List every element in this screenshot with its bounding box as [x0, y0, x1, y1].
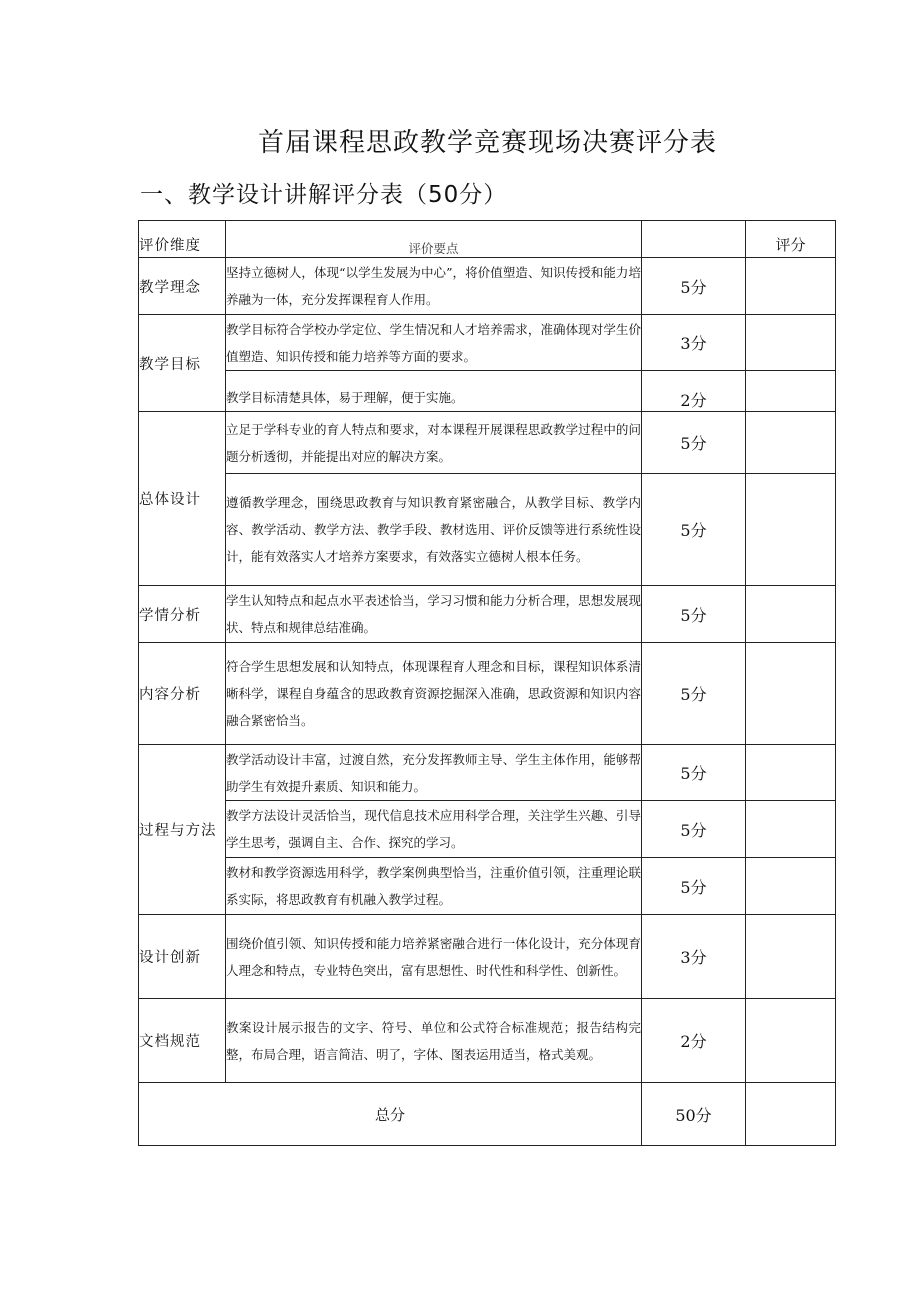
table-row	[139, 412, 836, 474]
scoring-table	[138, 220, 836, 1146]
point-cell: 坚持立德树人，体现“以学生发展为中心”，将价值塑造、知识传授和能力培养融为一体，充分发挥课程育人作用。	[226, 258, 642, 315]
score-input-cell[interactable]	[746, 586, 836, 643]
table-row	[139, 371, 836, 412]
score-input-cell[interactable]	[746, 315, 836, 371]
dimension-cell: 教学目标	[139, 315, 226, 412]
table-row	[139, 643, 836, 745]
point-cell: 教学目标清楚具体，易于理解，便于实施。	[226, 371, 642, 412]
point-cell: 遵循教学理念，围绕思政教育与知识教育紧密融合，从教学目标、教学内容、教学活动、教学方法、教学手段、教材选用、评价反馈等进行系统性设计，能有效落实人才培养方案要求，有效落实立德树人根本任务。	[226, 474, 642, 586]
table-row	[139, 915, 836, 999]
header-points: 评价要点	[226, 221, 642, 258]
dimension-cell: 内容分析	[139, 643, 226, 745]
score-input-cell[interactable]	[746, 412, 836, 474]
max-score-cell: 5分	[642, 258, 746, 315]
score-input-cell[interactable]	[746, 643, 836, 745]
header-dimension: 评价维度	[139, 221, 226, 258]
table-row	[139, 745, 836, 801]
score-input-cell[interactable]	[746, 474, 836, 586]
header-max	[642, 221, 746, 258]
dimension-cell: 设计创新	[139, 915, 226, 999]
max-score-cell: 2分	[642, 999, 746, 1083]
table-row	[139, 999, 836, 1083]
score-input-cell[interactable]	[746, 915, 836, 999]
table-row	[139, 586, 836, 643]
max-score-cell: 5分	[642, 586, 746, 643]
table-header-row	[139, 221, 836, 258]
table-row	[139, 315, 836, 371]
max-score-cell: 5分	[642, 474, 746, 586]
dimension-cell: 学情分析	[139, 586, 226, 643]
score-input-cell[interactable]	[746, 858, 836, 915]
score-input-cell[interactable]	[746, 999, 836, 1083]
point-cell: 围绕价值引领、知识传授和能力培养紧密融合进行一体化设计，充分体现育人理念和特点，专业特色突出，富有思想性、时代性和科学性、创新性。	[226, 915, 642, 999]
point-cell: 符合学生思想发展和认知特点，体现课程育人理念和目标，课程知识体系清晰科学，课程自身蕴含的思政教育资源挖掘深入准确，思政资源和知识内容融合紧密恰当。	[226, 643, 642, 745]
total-label: 总分	[139, 1083, 642, 1146]
point-cell: 教学目标符合学校办学定位、学生情况和人才培养需求，准确体现对学生价值塑造、知识传授和能力培养等方面的要求。	[226, 315, 642, 371]
max-score-cell: 3分	[642, 315, 746, 371]
max-score-cell: 5分	[642, 643, 746, 745]
point-cell: 教材和教学资源选用科学，教学案例典型恰当，注重价值引领，注重理论联系实际，将思政教育有机融入教学过程。	[226, 858, 642, 915]
document-title: 首届课程思政教学竞赛现场决赛评分表	[257, 128, 717, 158]
dimension-cell: 教学理念	[139, 258, 226, 315]
max-score-cell: 5分	[642, 801, 746, 858]
point-cell: 教案设计展示报告的文字、符号、单位和公式符合标准规范；报告结构完整，布局合理，语言简洁、明了，字体、图表运用适当，格式美观。	[226, 999, 642, 1083]
header-score: 评分	[746, 221, 836, 258]
table-row	[139, 474, 836, 586]
total-row	[139, 1083, 836, 1146]
total-max-cell: 50分	[642, 1083, 746, 1146]
max-score-cell: 5分	[642, 745, 746, 801]
max-score-cell: 5分	[642, 412, 746, 474]
table-row	[139, 858, 836, 915]
point-cell: 学生认知特点和起点水平表述恰当，学习习惯和能力分析合理，思想发展现状、特点和规律总结准确。	[226, 586, 642, 643]
max-score-cell: 3分	[642, 915, 746, 999]
max-score-cell: 5分	[642, 858, 746, 915]
score-input-cell[interactable]	[746, 745, 836, 801]
dimension-cell: 总体设计	[139, 412, 226, 586]
table-row	[139, 801, 836, 858]
dimension-cell: 过程与方法	[139, 745, 226, 915]
table-row	[139, 258, 836, 315]
section-title: 一、教学设计讲解评分表（50分）	[140, 182, 508, 208]
score-input-cell[interactable]	[746, 371, 836, 412]
max-score-cell: 2分	[642, 371, 746, 412]
total-score-input-cell[interactable]	[746, 1083, 836, 1146]
point-cell: 立足于学科专业的育人特点和要求，对本课程开展课程思政教学过程中的问题分析透彻，并能提出对应的解决方案。	[226, 412, 642, 474]
point-cell: 教学活动设计丰富，过渡自然，充分发挥教师主导、学生主体作用，能够帮助学生有效提升素质、知识和能力。	[226, 745, 642, 801]
score-input-cell[interactable]	[746, 801, 836, 858]
point-cell: 教学方法设计灵活恰当，现代信息技术应用科学合理，关注学生兴趣、引导学生思考，强调自主、合作、探究的学习。	[226, 801, 642, 858]
score-input-cell[interactable]	[746, 258, 836, 315]
dimension-cell: 文档规范	[139, 999, 226, 1083]
